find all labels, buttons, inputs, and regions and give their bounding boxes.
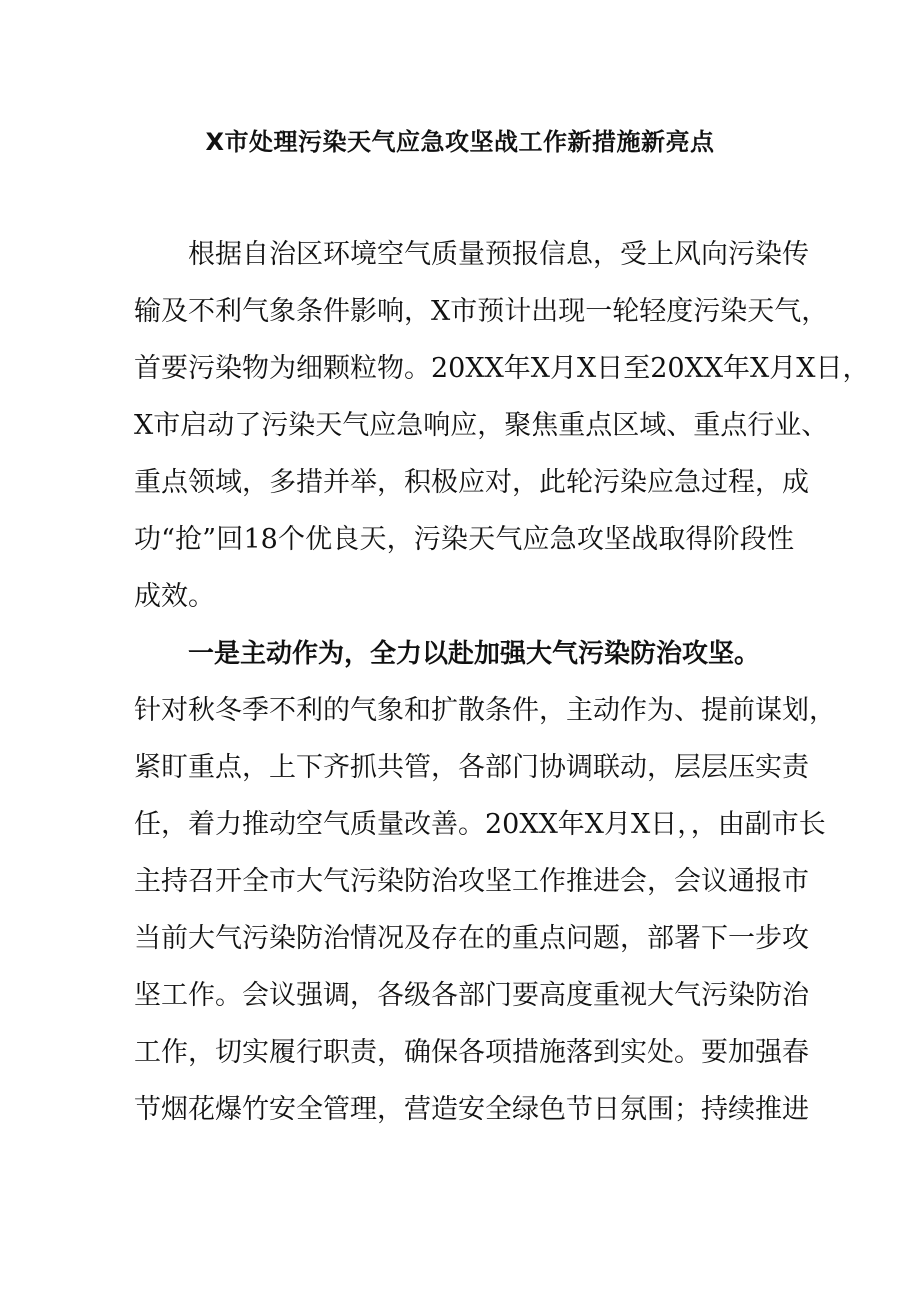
- paragraph-line: X市启动了污染天气应急响应，聚焦重点区域、重点行业、: [134, 410, 829, 441]
- paragraph-line: 主持召开全市大气污染防治攻坚工作推进会，会议通报市: [134, 866, 809, 897]
- paragraph-line: 紧盯重点，上下齐抓共管，各部门协调联动，层层压实责: [134, 752, 809, 783]
- paragraph-line: 重点领域，多措并举，积极应对，此轮污染应急过程，成: [134, 467, 809, 498]
- paragraph-line: 针对秋冬季不利的气象和扩散条件，主动作为、提前谋划，: [134, 695, 836, 726]
- paragraph-line: 当前大气污染防治情况及存在的重点问题，部署下一步攻: [134, 923, 809, 954]
- paragraph-line: 首要污染物为细颗粒物。20XX年X月X日至20XX年X月X日，: [134, 353, 870, 384]
- document-title: X市处理污染天气应急攻坚战工作新措施新亮点: [205, 128, 715, 156]
- paragraph-line: 工作，切实履行职责，确保各项措施落到实处。要加强春: [134, 1037, 809, 1068]
- section-heading: 一是主动作为，全力以赴加强大气污染防治攻坚。: [188, 639, 761, 669]
- paragraph-line: 坚工作。会议强调，各级各部门要高度重视大气污染防治: [134, 980, 809, 1011]
- paragraph-line: 节烟花爆竹安全管理，营造安全绿色节日氛围；持续推进: [134, 1094, 809, 1125]
- paragraph-line: 根据自治区环境空气质量预报信息，受上风向污染传: [188, 239, 809, 270]
- paragraph-line: 成效。: [134, 581, 215, 612]
- paragraph-line: 任，着力推动空气质量改善。20XX年X月X日，，由副市长: [134, 809, 826, 840]
- paragraph-line: 功“抢”回18个优良天，污染天气应急攻坚战取得阶段性: [134, 524, 794, 555]
- paragraph-line: 输及不利气象条件影响，X市预计出现一轮轻度污染天气，: [134, 296, 829, 327]
